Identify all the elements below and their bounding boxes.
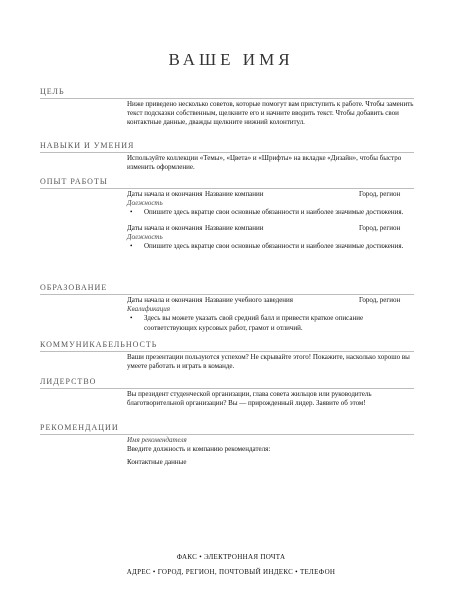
experience-body bbox=[127, 190, 414, 251]
resume-name[interactable]: ВАШЕ ИМЯ bbox=[168, 50, 294, 69]
bullet-icon: • bbox=[130, 242, 133, 251]
reference-contact[interactable]: Контактные данные bbox=[127, 458, 187, 467]
section-heading[interactable]: НАВЫКИ И УМЕНИЯ bbox=[40, 141, 135, 150]
section-skills bbox=[40, 141, 414, 172]
experience-entry bbox=[127, 224, 414, 252]
section-divider bbox=[40, 351, 414, 352]
experience-location[interactable]: Город, регион bbox=[359, 223, 401, 232]
bullet-icon: • bbox=[130, 208, 133, 217]
section-divider bbox=[40, 294, 414, 295]
section-leadership bbox=[40, 377, 414, 408]
reference-position[interactable]: Введите должность и компанию рекомендателя: bbox=[127, 445, 271, 454]
section-heading[interactable]: ЦЕЛЬ bbox=[40, 87, 65, 96]
references-body bbox=[127, 436, 414, 468]
education-body bbox=[127, 296, 414, 333]
section-heading[interactable]: РЕКОМЕНДАЦИИ bbox=[40, 423, 119, 432]
section-divider bbox=[40, 152, 414, 153]
experience-bullet: • Опишите здесь вкратце свои основные обязанности и наиболее значимые достижения. bbox=[127, 242, 414, 251]
section-divider bbox=[40, 98, 414, 99]
section-references bbox=[40, 423, 414, 467]
section-divider bbox=[40, 188, 414, 189]
section-heading[interactable]: ОПЫТ РАБОТЫ bbox=[40, 177, 108, 186]
communication-text[interactable]: Ваши презентации пользуются успехом? Не скрывайте этого! Покажите, насколько хорошо вы умеете работать и играть в команде. bbox=[127, 353, 410, 371]
experience-title[interactable]: Должность bbox=[127, 199, 163, 208]
experience-dates[interactable]: Даты начала и окончания bbox=[127, 190, 203, 198]
experience-dates[interactable]: Даты начала и окончания bbox=[127, 223, 203, 232]
section-divider bbox=[40, 434, 414, 435]
experience-location[interactable]: Город, регион bbox=[359, 190, 401, 198]
experience-entry bbox=[127, 190, 414, 218]
section-education bbox=[40, 283, 414, 332]
reference-name[interactable]: Имя рекомендателя bbox=[127, 436, 187, 444]
section-communication bbox=[40, 340, 414, 371]
section-heading[interactable]: ОБРАЗОВАНИЕ bbox=[40, 283, 108, 292]
footer-contact-line[interactable]: ФАКС • ЭЛЕКТРОННАЯ ПОЧТА bbox=[176, 553, 286, 561]
section-experience bbox=[40, 177, 414, 251]
bullet-icon: • bbox=[130, 314, 133, 323]
education-dates[interactable]: Даты начала и окончания bbox=[127, 296, 203, 304]
skills-text[interactable]: Используйте коллекции «Темы», «Цвета» и «Шрифты» на вкладке «Дизайн», чтобы быстро изменить оформление. bbox=[127, 154, 402, 172]
experience-company[interactable]: Название компании bbox=[205, 190, 264, 198]
section-goal bbox=[40, 87, 414, 127]
experience-company[interactable]: Название компании bbox=[205, 223, 264, 232]
experience-bullet: • Опишите здесь вкратце свои основные обязанности и наиболее значимые достижения. bbox=[127, 208, 414, 217]
leadership-text[interactable]: Вы президент студенческой организации, глава совета жильцов или руководитель благотворительной организации? Вы — прирожденный лидер. Заявите об этом! bbox=[127, 390, 372, 408]
section-divider bbox=[40, 388, 414, 389]
education-qualification[interactable]: Квалификация bbox=[127, 305, 171, 314]
section-heading[interactable]: ЛИДЕРСТВО bbox=[40, 377, 97, 386]
section-heading[interactable]: КОММУНИКАБЕЛЬНОСТЬ bbox=[40, 340, 158, 349]
education-bullet: • Здесь вы можете указать свой средний балл и привести краткое описание соответствующих курсовых работ, грамот и отличий. bbox=[127, 314, 414, 332]
footer-address-line[interactable]: АДРЕС • ГОРОД, РЕГИОН, ПОЧТОВЫЙ ИНДЕКС • ТЕЛЕФОН bbox=[126, 568, 336, 576]
experience-title[interactable]: Должность bbox=[127, 232, 163, 241]
goal-text[interactable]: Ниже приведено несколько советов, которые помогут вам приступить к работе. Чтобы заменить текст подсказки собственным, щелкните его и начните вводить текст. Чтобы добавить свои контактные данные, дважды щелкните нижний колонтитул. bbox=[127, 100, 414, 127]
education-location[interactable]: Город, регион bbox=[359, 296, 401, 304]
education-school[interactable]: Название учебного заведения bbox=[205, 296, 294, 304]
